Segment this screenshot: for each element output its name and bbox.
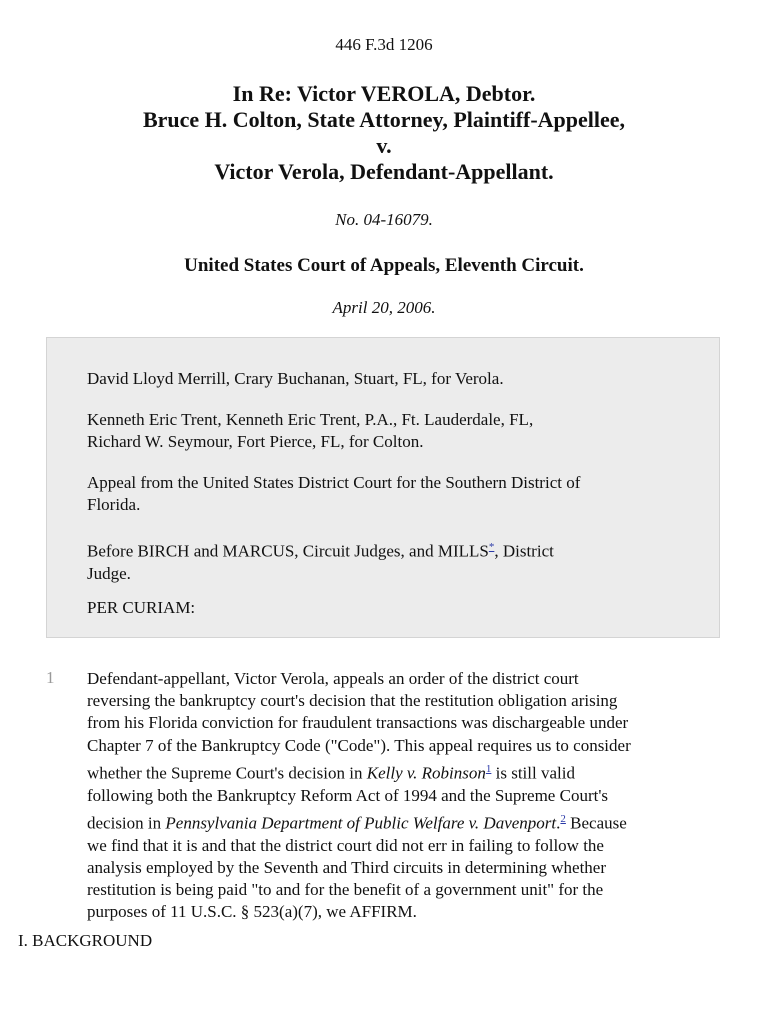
footnote-link-1[interactable]: 1 — [485, 762, 492, 775]
footnote-link-star[interactable]: * — [488, 541, 495, 553]
text-run: decision in — [87, 813, 166, 833]
para-line — [87, 757, 727, 785]
appeal-line2: Florida. — [87, 495, 141, 514]
appeal-line1: Appeal from the United States District Court for the Southern District of — [87, 473, 581, 492]
para-line: Defendant-appellant, Victor Verola, appeals an order of the district court — [87, 669, 579, 688]
text-run: whether the Supreme Court's decision in — [87, 763, 367, 783]
case-title — [0, 81, 768, 185]
colton-counsel-line2: Richard W. Seymour, Fort Pierce, FL, for Colton. — [87, 432, 424, 451]
para-line: from his Florida conviction for fraudulent transactions was dischargeable under — [87, 713, 629, 733]
verola-counsel: David Lloyd Merrill, Crary Buchanan, Stuart, FL, for Verola. — [87, 369, 504, 388]
panel-judges — [87, 535, 687, 585]
para-line: following both the Bankruptcy Reform Act of 1994 and the Supreme Court's — [87, 785, 609, 805]
before-prefix: Before BIRCH and MARCUS, Circuit Judges, and MILLS — [87, 541, 489, 561]
before-suffix: , District — [494, 541, 554, 561]
para-line: restitution is being paid "to and for the benefit of a government unit" for the — [87, 880, 604, 900]
decision-date: April 20, 2006. — [332, 298, 436, 317]
text-run: Because — [565, 813, 627, 833]
docket-number: No. 04-16079. — [335, 210, 433, 229]
text-run: is still valid — [491, 763, 575, 783]
colton-counsel — [87, 409, 687, 453]
court-name: United States Court of Appeals, Eleventh Circuit. — [184, 255, 584, 276]
para-line: Chapter 7 of the Bankruptcy Code ("Code"). This appeal requires us to consider — [87, 735, 631, 755]
before-line2: Judge. — [87, 563, 131, 583]
para-line: we find that it is and that the district court did not err in failing to follow the — [87, 835, 604, 855]
para-line: reversing the bankruptcy court's decision that the restitution obligation arising — [87, 691, 618, 711]
opinion-paragraph — [87, 668, 727, 924]
colton-counsel-line1: Kenneth Eric Trent, Kenneth Eric Trent, P.A., Ft. Lauderdale, FL, — [87, 410, 534, 429]
per-curiam: PER CURIAM: — [87, 598, 196, 617]
para-line: purposes of 11 U.S.C. § 523(a)(7), we AFFIRM. — [87, 902, 417, 922]
title-line-debtor: In Re: Victor VEROLA, Debtor. — [232, 81, 536, 106]
paragraph-number: 1 — [46, 668, 55, 687]
text-run: . — [556, 813, 561, 833]
case-name-davenport: Pennsylvania Department of Public Welfare v. Davenport — [165, 813, 557, 833]
footnote-link-2[interactable]: 2 — [560, 812, 566, 825]
title-line-versus: v. — [376, 133, 392, 158]
title-line-appellant: Victor Verola, Defendant-Appellant. — [214, 159, 554, 184]
para-line — [87, 807, 727, 835]
title-line-appellee: Bruce H. Colton, State Attorney, Plaintiff-Appellee, — [142, 107, 626, 132]
counsel-box — [46, 337, 720, 638]
case-name-kelly: Kelly v. Robinson — [366, 763, 486, 783]
para-line: analysis employed by the Seventh and Third circuits in determining whether — [87, 857, 607, 877]
appeal-from — [87, 472, 687, 516]
case-citation: 446 F.3d 1206 — [335, 35, 433, 54]
section-heading: I. BACKGROUND — [18, 931, 153, 950]
